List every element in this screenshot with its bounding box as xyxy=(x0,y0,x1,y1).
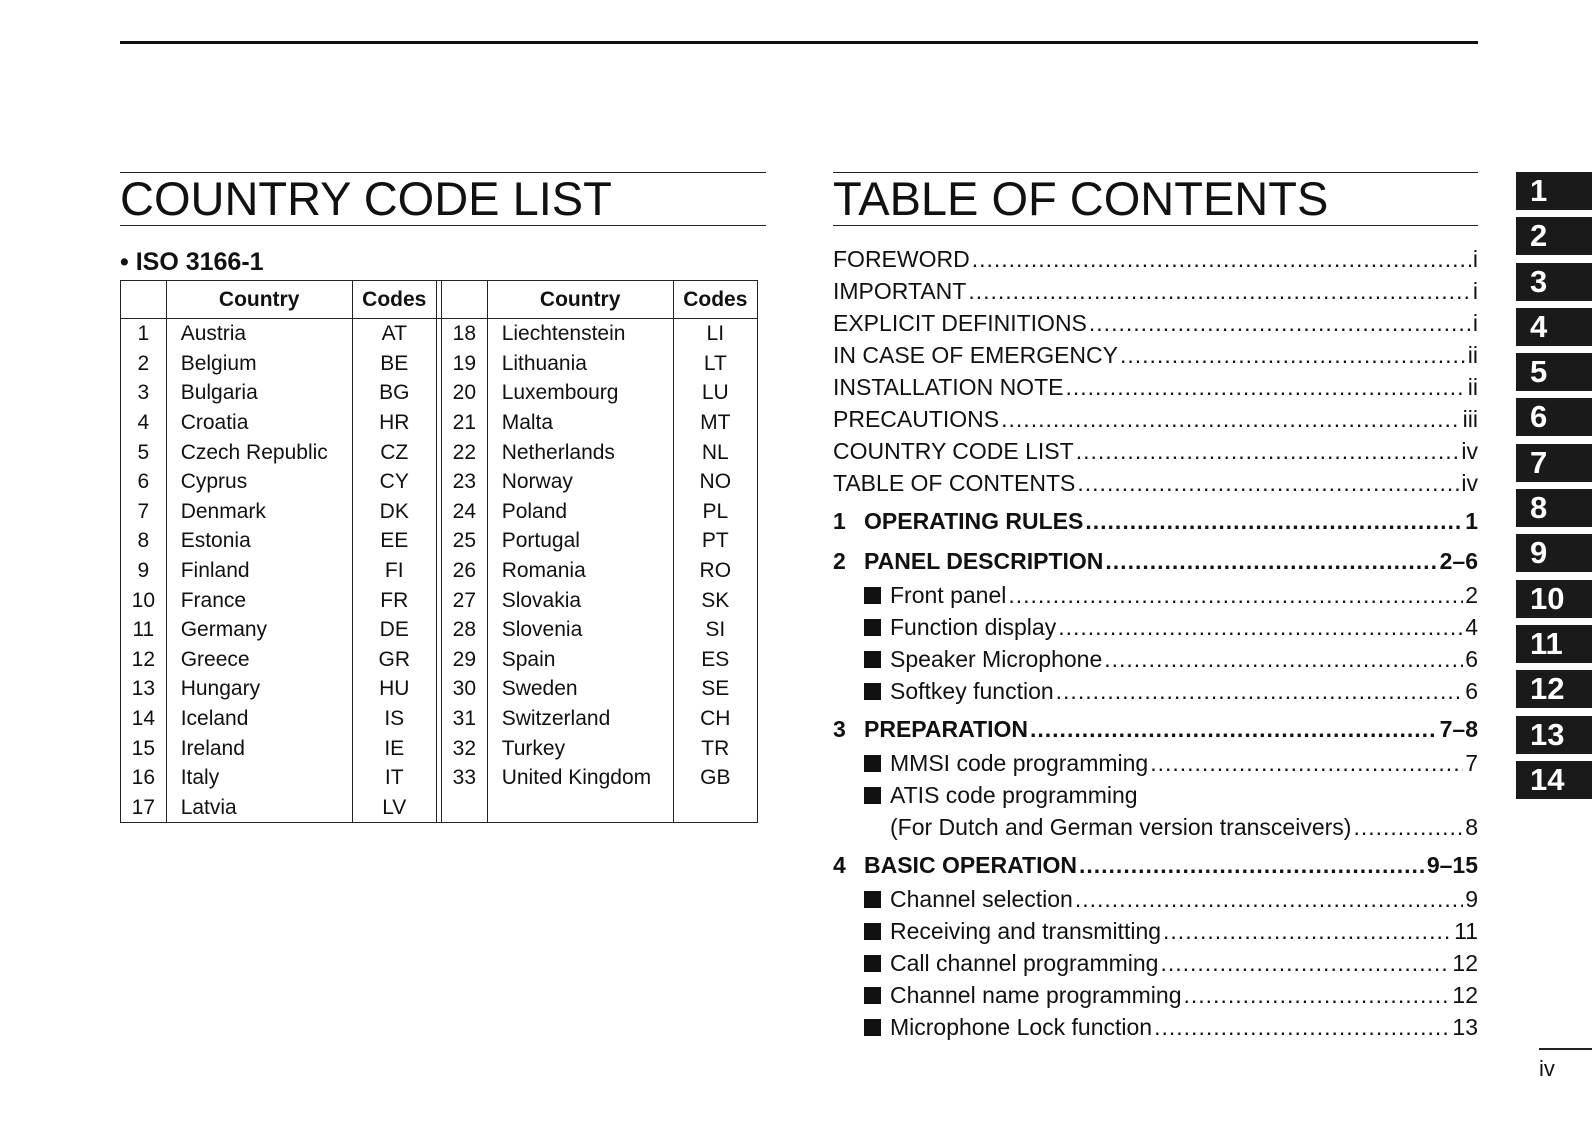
leader-dots xyxy=(1001,403,1461,435)
toc-page: i xyxy=(1472,310,1478,336)
toc-label: Function display xyxy=(890,614,1057,640)
country-code: LU xyxy=(673,378,757,408)
leader-dots xyxy=(972,243,1471,275)
country-name: Portugal xyxy=(487,526,673,556)
country-code-section xyxy=(120,172,766,819)
toc-page: 9–15 xyxy=(1426,852,1478,878)
toc-label: Front panel xyxy=(890,582,1007,608)
toc-entry xyxy=(833,243,1478,275)
leader-dots xyxy=(1089,307,1471,339)
table-row xyxy=(121,526,758,556)
leader-dots xyxy=(1353,811,1463,843)
country-code: SE xyxy=(673,674,757,704)
toc-list xyxy=(833,243,1478,1043)
toc-entry xyxy=(833,275,1478,307)
country-name: Cyprus xyxy=(166,467,352,497)
country-name: Italy xyxy=(166,763,352,793)
toc-entry xyxy=(833,579,1478,611)
toc-label: Channel selection xyxy=(890,886,1073,912)
country-code: LI xyxy=(673,319,757,349)
row-number: 16 xyxy=(121,763,167,793)
country-code: HU xyxy=(352,674,436,704)
toc-page: 7 xyxy=(1465,750,1478,776)
row-number: 1 xyxy=(121,319,167,349)
country-code: NO xyxy=(673,467,757,497)
toc-label: FOREWORD xyxy=(833,246,970,272)
leader-dots xyxy=(1120,339,1466,371)
row-number: 13 xyxy=(121,674,167,704)
toc-page: 13 xyxy=(1452,1014,1478,1040)
row-number: 12 xyxy=(121,645,167,675)
row-number: 2 xyxy=(121,349,167,379)
country-code: AT xyxy=(352,319,436,349)
row-number: 10 xyxy=(121,585,167,615)
table-row xyxy=(121,704,758,734)
row-number: 6 xyxy=(121,467,167,497)
table-row xyxy=(121,763,758,793)
toc-chapter-entry xyxy=(833,543,1478,579)
country-name: Lithuania xyxy=(487,349,673,379)
country-code: NL xyxy=(673,437,757,467)
table-row xyxy=(121,674,758,704)
toc-entry xyxy=(833,979,1478,1011)
toc-entry xyxy=(833,675,1478,707)
toc-label: Call channel programming xyxy=(890,950,1159,976)
toc-label: COUNTRY CODE LIST xyxy=(833,438,1074,464)
leader-dots xyxy=(968,275,1471,307)
square-bullet-icon xyxy=(864,1019,881,1036)
table-row xyxy=(121,319,758,349)
chapter-tab-9[interactable]: 9 xyxy=(1516,534,1592,572)
table-row xyxy=(121,497,758,527)
toc-label: IMPORTANT xyxy=(833,278,967,304)
row-number: 33 xyxy=(442,763,488,793)
country-code: LT xyxy=(673,349,757,379)
leader-dots xyxy=(1030,711,1438,747)
country-code: ES xyxy=(673,645,757,675)
square-bullet-icon xyxy=(864,923,881,940)
square-bullet-icon xyxy=(864,587,881,604)
row-number: 14 xyxy=(121,704,167,734)
table-row xyxy=(121,645,758,675)
toc-label: Channel name programming xyxy=(890,982,1182,1008)
country-name: Liechtenstein xyxy=(487,319,673,349)
chapter-tab-11[interactable]: 11 xyxy=(1516,625,1592,663)
toc-label: MMSI code programming xyxy=(890,750,1149,776)
chapter-tab-14[interactable]: 14 xyxy=(1516,761,1592,799)
country-name: France xyxy=(166,585,352,615)
country-code: CZ xyxy=(352,437,436,467)
toc-page: 11 xyxy=(1454,918,1478,944)
row-number: 25 xyxy=(442,526,488,556)
chapter-tab-4[interactable]: 4 xyxy=(1516,308,1592,346)
leader-dots xyxy=(1105,543,1437,579)
table-row xyxy=(121,437,758,467)
row-number: 26 xyxy=(442,556,488,586)
square-bullet-icon xyxy=(864,787,881,804)
toc-page: ii xyxy=(1467,342,1478,368)
square-bullet-icon xyxy=(864,619,881,636)
toc-entry xyxy=(833,467,1478,499)
country-code: HR xyxy=(352,408,436,438)
toc-label: (For Dutch and German version transceivers) xyxy=(890,814,1352,840)
table-row xyxy=(121,467,758,497)
country-name: Poland xyxy=(487,497,673,527)
toc-page: 9 xyxy=(1465,886,1478,912)
chapter-tab-6[interactable]: 6 xyxy=(1516,398,1592,436)
country-code: DK xyxy=(352,497,436,527)
toc-page: 7–8 xyxy=(1439,716,1478,742)
country-code: IT xyxy=(352,763,436,793)
toc-entry xyxy=(833,811,1478,843)
toc-entry xyxy=(833,947,1478,979)
leader-dots xyxy=(1058,611,1463,643)
square-bullet-icon xyxy=(864,987,881,1004)
toc-page: 6 xyxy=(1465,678,1478,704)
country-code: GB xyxy=(673,763,757,793)
country-code xyxy=(673,793,757,823)
country-name: Romania xyxy=(487,556,673,586)
chapter-tab-3[interactable]: 3 xyxy=(1516,263,1592,301)
chapter-number: 1 xyxy=(833,508,846,534)
toc-entry xyxy=(833,643,1478,675)
toc-entry xyxy=(833,611,1478,643)
header-codes: Codes xyxy=(673,281,757,319)
toc-page: 12 xyxy=(1452,950,1478,976)
country-name: Malta xyxy=(487,408,673,438)
leader-dots xyxy=(1154,1011,1450,1043)
toc-page: i xyxy=(1472,246,1478,272)
leader-dots xyxy=(1077,467,1459,499)
table-row xyxy=(121,556,758,586)
row-number xyxy=(442,793,488,823)
table-row xyxy=(121,733,758,763)
toc-page: 4 xyxy=(1465,614,1478,640)
country-name: Bulgaria xyxy=(166,378,352,408)
country-code: EE xyxy=(352,526,436,556)
leader-dots xyxy=(1184,979,1451,1011)
table-row xyxy=(121,378,758,408)
chapter-tab-10[interactable]: 10 xyxy=(1516,580,1592,618)
country-code: IE xyxy=(352,733,436,763)
toc-label: Speaker Microphone xyxy=(890,646,1103,672)
toc-entry xyxy=(833,435,1478,467)
toc-page: iv xyxy=(1461,470,1478,496)
square-bullet-icon xyxy=(864,755,881,772)
country-list-title: COUNTRY CODE LIST xyxy=(120,172,766,226)
chapter-tabs xyxy=(1516,172,1592,806)
country-name: Sweden xyxy=(487,674,673,704)
leader-dots xyxy=(1163,915,1452,947)
square-bullet-icon xyxy=(864,683,881,700)
country-name: Slovakia xyxy=(487,585,673,615)
toc-page: 2 xyxy=(1465,582,1478,608)
row-number: 17 xyxy=(121,793,167,823)
iso-subheading: • ISO 3166-1 xyxy=(120,248,264,276)
country-code: BG xyxy=(352,378,436,408)
country-name: Netherlands xyxy=(487,437,673,467)
toc-label: INSTALLATION NOTE xyxy=(833,374,1064,400)
table-header-row xyxy=(121,281,758,319)
toc-label: EXPLICIT DEFINITIONS xyxy=(833,310,1087,336)
row-number: 31 xyxy=(442,704,488,734)
leader-dots xyxy=(1085,503,1463,539)
leader-dots xyxy=(1160,947,1450,979)
country-code: IS xyxy=(352,704,436,734)
country-code: BE xyxy=(352,349,436,379)
toc-label: ATIS code programming xyxy=(890,782,1138,808)
chapter-number: 3 xyxy=(833,716,846,742)
toc-page: 8 xyxy=(1465,814,1478,840)
chapter-tab-8[interactable]: 8 xyxy=(1516,489,1592,527)
toc-entry xyxy=(833,747,1478,779)
square-bullet-icon xyxy=(864,955,881,972)
country-name: Spain xyxy=(487,645,673,675)
country-name: Latvia xyxy=(166,793,352,823)
table-row xyxy=(121,408,758,438)
country-name: Croatia xyxy=(166,408,352,438)
toc-page: iv xyxy=(1461,438,1478,464)
toc-chapter-entry xyxy=(833,503,1478,539)
toc-label: Softkey function xyxy=(890,678,1054,704)
toc-entry xyxy=(833,1011,1478,1043)
table-row xyxy=(121,349,758,379)
toc-page: 12 xyxy=(1452,982,1478,1008)
leader-dots xyxy=(1056,675,1464,707)
toc-page: iii xyxy=(1462,406,1478,432)
toc-entry xyxy=(833,915,1478,947)
country-code: FI xyxy=(352,556,436,586)
table-row xyxy=(121,793,758,823)
country-name: Austria xyxy=(166,319,352,349)
country-name: Ireland xyxy=(166,733,352,763)
row-number: 15 xyxy=(121,733,167,763)
country-name: Germany xyxy=(166,615,352,645)
toc-label: PANEL DESCRIPTION xyxy=(864,548,1104,574)
leader-dots xyxy=(1104,643,1463,675)
toc-label: TABLE OF CONTENTS xyxy=(833,470,1076,496)
row-number: 3 xyxy=(121,378,167,408)
row-number: 27 xyxy=(442,585,488,615)
toc-page: i xyxy=(1472,278,1478,304)
toc-label: Microphone Lock function xyxy=(890,1014,1153,1040)
country-name: Iceland xyxy=(166,704,352,734)
country-code: LV xyxy=(352,793,436,823)
chapter-tab-7[interactable]: 7 xyxy=(1516,444,1592,482)
toc-page: 1 xyxy=(1465,508,1478,534)
country-name: United Kingdom xyxy=(487,763,673,793)
row-number: 21 xyxy=(442,408,488,438)
row-number: 5 xyxy=(121,437,167,467)
leader-dots xyxy=(1065,371,1465,403)
country-code: PT xyxy=(673,526,757,556)
row-number: 7 xyxy=(121,497,167,527)
header-country: Country xyxy=(166,281,352,319)
row-number: 29 xyxy=(442,645,488,675)
country-name: Slovenia xyxy=(487,615,673,645)
row-number: 20 xyxy=(442,378,488,408)
toc-entry xyxy=(833,403,1478,435)
leader-dots xyxy=(1075,883,1463,915)
country-name: Denmark xyxy=(166,497,352,527)
toc-entry xyxy=(833,371,1478,403)
chapter-number: 4 xyxy=(833,852,846,878)
toc-label: Receiving and transmitting xyxy=(890,918,1162,944)
country-name: Turkey xyxy=(487,733,673,763)
row-number: 11 xyxy=(121,615,167,645)
row-number: 23 xyxy=(442,467,488,497)
header-codes: Codes xyxy=(352,281,436,319)
chapter-tab-12[interactable]: 12 xyxy=(1516,670,1592,708)
country-name: Luxembourg xyxy=(487,378,673,408)
table-row xyxy=(121,585,758,615)
toc-chapter-entry xyxy=(833,711,1478,747)
square-bullet-icon xyxy=(864,891,881,908)
row-number: 28 xyxy=(442,615,488,645)
toc-entry xyxy=(833,883,1478,915)
country-name: Norway xyxy=(487,467,673,497)
row-number: 22 xyxy=(442,437,488,467)
country-code: SK xyxy=(673,585,757,615)
country-code: MT xyxy=(673,408,757,438)
country-name: Hungary xyxy=(166,674,352,704)
toc-entry xyxy=(833,339,1478,371)
row-number: 18 xyxy=(442,319,488,349)
table-row xyxy=(121,615,758,645)
header-country: Country xyxy=(487,281,673,319)
row-number: 30 xyxy=(442,674,488,704)
leader-dots xyxy=(1076,435,1460,467)
country-code: SI xyxy=(673,615,757,645)
toc-section xyxy=(833,172,1478,1040)
row-number: 9 xyxy=(121,556,167,586)
chapter-tab-1[interactable]: 1 xyxy=(1516,172,1592,210)
row-number: 8 xyxy=(121,526,167,556)
toc-label: BASIC OPERATION xyxy=(864,852,1077,878)
leader-dots xyxy=(1079,847,1425,883)
row-number: 4 xyxy=(121,408,167,438)
chapter-tab-5[interactable]: 5 xyxy=(1516,353,1592,391)
row-number: 32 xyxy=(442,733,488,763)
leader-dots xyxy=(1008,579,1463,611)
toc-entry xyxy=(833,779,1478,811)
square-bullet-icon xyxy=(864,651,881,668)
toc-title: TABLE OF CONTENTS xyxy=(833,172,1478,226)
chapter-tab-13[interactable]: 13 xyxy=(1516,716,1592,754)
country-code: RO xyxy=(673,556,757,586)
toc-page: 6 xyxy=(1465,646,1478,672)
row-number: 24 xyxy=(442,497,488,527)
chapter-tab-2[interactable]: 2 xyxy=(1516,217,1592,255)
country-code: GR xyxy=(352,645,436,675)
country-name: Greece xyxy=(166,645,352,675)
chapter-number: 2 xyxy=(833,548,846,574)
country-code: PL xyxy=(673,497,757,527)
toc-label: PREPARATION xyxy=(864,716,1028,742)
country-name: Switzerland xyxy=(487,704,673,734)
toc-entry xyxy=(833,307,1478,339)
toc-label: OPERATING RULES xyxy=(864,508,1084,534)
page-number-rule xyxy=(1539,1048,1592,1050)
country-code: CH xyxy=(673,704,757,734)
country-name: Estonia xyxy=(166,526,352,556)
country-code-table xyxy=(120,280,758,823)
top-rule xyxy=(120,41,1478,44)
toc-page: ii xyxy=(1467,374,1478,400)
toc-page: 2–6 xyxy=(1439,548,1478,574)
leader-dots xyxy=(1150,747,1463,779)
country-name: Finland xyxy=(166,556,352,586)
page-number: iv xyxy=(1539,1056,1555,1081)
country-code: TR xyxy=(673,733,757,763)
country-name: Belgium xyxy=(166,349,352,379)
country-code: FR xyxy=(352,585,436,615)
row-number: 19 xyxy=(442,349,488,379)
country-name: Czech Republic xyxy=(166,437,352,467)
toc-label: PRECAUTIONS xyxy=(833,406,1000,432)
toc-label: IN CASE OF EMERGENCY xyxy=(833,342,1118,368)
country-code: DE xyxy=(352,615,436,645)
country-name xyxy=(487,793,673,823)
toc-chapter-entry xyxy=(833,847,1478,883)
country-code: CY xyxy=(352,467,436,497)
